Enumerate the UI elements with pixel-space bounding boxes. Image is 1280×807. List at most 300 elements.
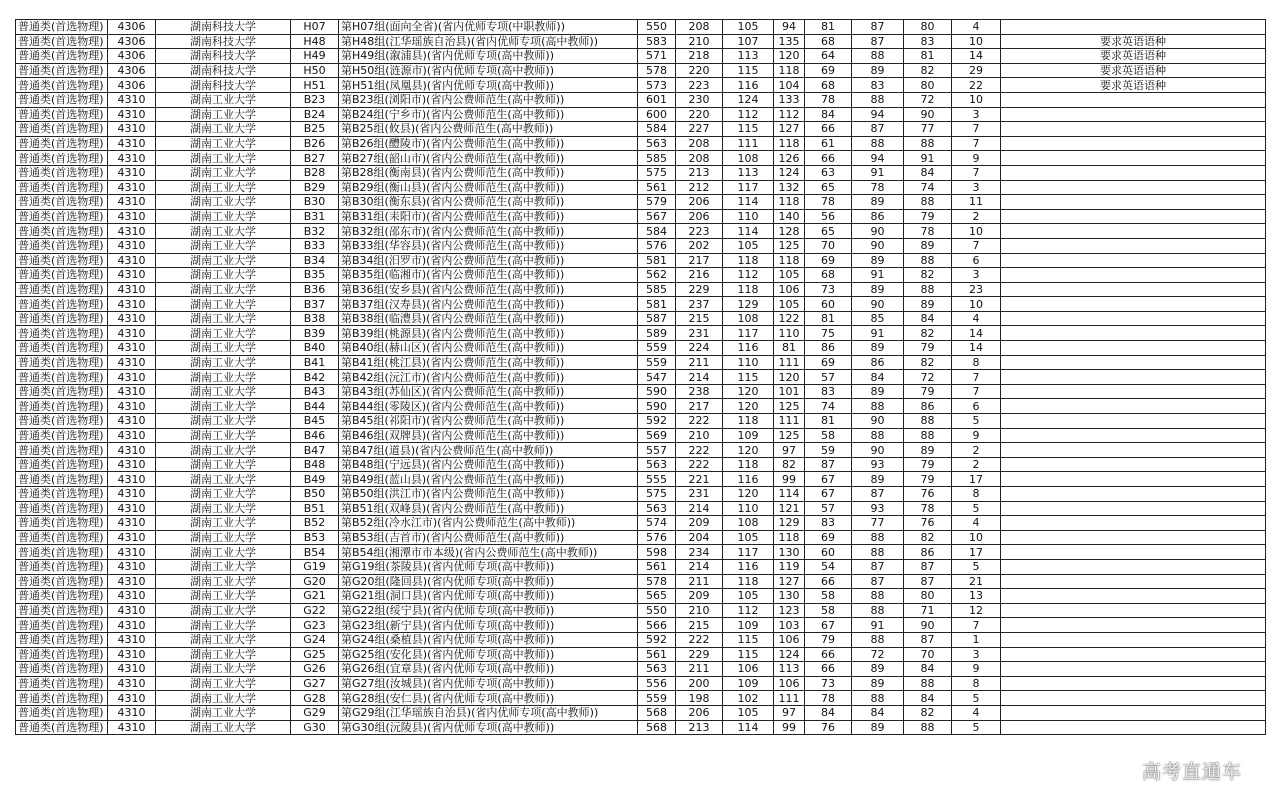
group-code-cell: B35: [291, 268, 339, 283]
group-name-cell: 第H49组(溆浦县)(省内优师专项(高中教师)): [339, 49, 638, 64]
score-4-cell: 124: [774, 165, 805, 180]
plan-count-cell: 5: [952, 691, 1001, 706]
category-cell: 普通类(首选物理): [16, 195, 108, 210]
group-name-cell: 第B26组(醴陵市)(省内公费师范生(高中教师)): [339, 136, 638, 151]
score-5-cell: 69: [805, 530, 852, 545]
category-cell: 普通类(首选物理): [16, 384, 108, 399]
score-2-cell: 216: [676, 268, 723, 283]
score-7-cell: 72: [904, 92, 952, 107]
group-code-cell: G28: [291, 691, 339, 706]
school-code-cell: 4310: [108, 209, 156, 224]
group-code-cell: B33: [291, 238, 339, 253]
group-code-cell: B49: [291, 472, 339, 487]
university-cell: 湖南工业大学: [156, 107, 291, 122]
score-6-cell: 89: [852, 720, 904, 735]
score-2-cell: 221: [676, 472, 723, 487]
group-name-cell: 第G25组(安化县)(省内优师专项(高中教师)): [339, 647, 638, 662]
score-5-cell: 84: [805, 705, 852, 720]
table-row: [16, 136, 1266, 151]
score-6-cell: 88: [852, 632, 904, 647]
score-2-cell: 227: [676, 122, 723, 137]
score-6-cell: 88: [852, 545, 904, 560]
min-score-cell: 571: [638, 49, 676, 64]
score-5-cell: 76: [805, 720, 852, 735]
plan-count-cell: 10: [952, 224, 1001, 239]
school-code-cell: 4310: [108, 457, 156, 472]
plan-count-cell: 10: [952, 92, 1001, 107]
score-2-cell: 237: [676, 297, 723, 312]
school-code-cell: 4306: [108, 63, 156, 78]
score-5-cell: 56: [805, 209, 852, 224]
table-row: [16, 574, 1266, 589]
group-code-cell: B46: [291, 428, 339, 443]
score-2-cell: 211: [676, 355, 723, 370]
score-2-cell: 210: [676, 428, 723, 443]
plan-count-cell: 21: [952, 574, 1001, 589]
university-cell: 湖南工业大学: [156, 92, 291, 107]
score-4-cell: 123: [774, 603, 805, 618]
group-code-cell: G23: [291, 618, 339, 633]
group-name-cell: 第G21组(洞口县)(省内优师专项(高中教师)): [339, 589, 638, 604]
min-score-cell: 579: [638, 195, 676, 210]
school-code-cell: 4310: [108, 443, 156, 458]
score-4-cell: 118: [774, 195, 805, 210]
table-row: [16, 326, 1266, 341]
plan-count-cell: 4: [952, 705, 1001, 720]
score-5-cell: 74: [805, 399, 852, 414]
score-3-cell: 117: [723, 545, 774, 560]
min-score-cell: 590: [638, 399, 676, 414]
university-cell: 湖南工业大学: [156, 268, 291, 283]
group-name-cell: 第B38组(临澧县)(省内公费师范生(高中教师)): [339, 311, 638, 326]
table-row: [16, 414, 1266, 429]
score-7-cell: 76: [904, 487, 952, 502]
category-cell: 普通类(首选物理): [16, 662, 108, 677]
score-5-cell: 78: [805, 195, 852, 210]
table-row: [16, 705, 1266, 720]
score-5-cell: 67: [805, 487, 852, 502]
score-6-cell: 89: [852, 341, 904, 356]
min-score-cell: 600: [638, 107, 676, 122]
group-name-cell: 第B27组(韶山市)(省内公费师范生(高中教师)): [339, 151, 638, 166]
university-cell: 湖南工业大学: [156, 545, 291, 560]
category-cell: 普通类(首选物理): [16, 691, 108, 706]
score-6-cell: 90: [852, 443, 904, 458]
group-name-cell: 第B46组(双牌县)(省内公费师范生(高中教师)): [339, 428, 638, 443]
score-3-cell: 120: [723, 384, 774, 399]
group-code-cell: B53: [291, 530, 339, 545]
score-7-cell: 82: [904, 355, 952, 370]
category-cell: 普通类(首选物理): [16, 136, 108, 151]
score-3-cell: 109: [723, 618, 774, 633]
note-cell: [1001, 180, 1266, 195]
min-score-cell: 563: [638, 662, 676, 677]
group-code-cell: B23: [291, 92, 339, 107]
note-cell: [1001, 92, 1266, 107]
group-code-cell: G24: [291, 632, 339, 647]
university-cell: 湖南工业大学: [156, 676, 291, 691]
school-code-cell: 4306: [108, 20, 156, 35]
group-name-cell: 第B43组(苏仙区)(省内公费师范生(高中教师)): [339, 384, 638, 399]
group-name-cell: 第B42组(沅江市)(省内公费师范生(高中教师)): [339, 370, 638, 385]
school-code-cell: 4310: [108, 414, 156, 429]
note-cell: [1001, 297, 1266, 312]
group-code-cell: B36: [291, 282, 339, 297]
group-name-cell: 第B36组(安乡县)(省内公费师范生(高中教师)): [339, 282, 638, 297]
plan-count-cell: 8: [952, 487, 1001, 502]
score-4-cell: 120: [774, 49, 805, 64]
category-cell: 普通类(首选物理): [16, 63, 108, 78]
group-code-cell: G20: [291, 574, 339, 589]
score-3-cell: 110: [723, 501, 774, 516]
university-cell: 湖南科技大学: [156, 20, 291, 35]
table-row: [16, 632, 1266, 647]
score-5-cell: 79: [805, 632, 852, 647]
note-cell: [1001, 238, 1266, 253]
plan-count-cell: 6: [952, 253, 1001, 268]
score-4-cell: 124: [774, 647, 805, 662]
score-7-cell: 88: [904, 720, 952, 735]
university-cell: 湖南工业大学: [156, 632, 291, 647]
university-cell: 湖南工业大学: [156, 195, 291, 210]
min-score-cell: 573: [638, 78, 676, 93]
score-2-cell: 222: [676, 443, 723, 458]
table-row: [16, 311, 1266, 326]
group-name-cell: 第G29组(江华瑶族自治县)(省内优师专项(高中教师)): [339, 705, 638, 720]
score-4-cell: 118: [774, 253, 805, 268]
group-code-cell: G19: [291, 559, 339, 574]
table-row: [16, 122, 1266, 137]
min-score-cell: 555: [638, 472, 676, 487]
score-2-cell: 208: [676, 136, 723, 151]
score-5-cell: 69: [805, 355, 852, 370]
score-4-cell: 99: [774, 720, 805, 735]
school-code-cell: 4310: [108, 559, 156, 574]
group-code-cell: B47: [291, 443, 339, 458]
score-2-cell: 222: [676, 414, 723, 429]
group-name-cell: 第B30组(衡东县)(省内公费师范生(高中教师)): [339, 195, 638, 210]
university-cell: 湖南工业大学: [156, 443, 291, 458]
university-cell: 湖南科技大学: [156, 63, 291, 78]
group-code-cell: B30: [291, 195, 339, 210]
admission-score-table: [15, 19, 1266, 735]
score-6-cell: 88: [852, 428, 904, 443]
group-code-cell: G30: [291, 720, 339, 735]
group-code-cell: G29: [291, 705, 339, 720]
score-6-cell: 87: [852, 34, 904, 49]
score-7-cell: 89: [904, 443, 952, 458]
score-6-cell: 88: [852, 92, 904, 107]
university-cell: 湖南工业大学: [156, 311, 291, 326]
note-cell: [1001, 195, 1266, 210]
table-row: [16, 253, 1266, 268]
table-row: [16, 443, 1266, 458]
table-row: [16, 559, 1266, 574]
score-7-cell: 84: [904, 165, 952, 180]
group-name-cell: 第B51组(双峰县)(省内公费师范生(高中教师)): [339, 501, 638, 516]
score-5-cell: 58: [805, 589, 852, 604]
min-score-cell: 585: [638, 282, 676, 297]
group-code-cell: G22: [291, 603, 339, 618]
group-name-cell: 第B45组(祁阳市)(省内公费师范生(高中教师)): [339, 414, 638, 429]
score-3-cell: 120: [723, 399, 774, 414]
min-score-cell: 589: [638, 326, 676, 341]
school-code-cell: 4310: [108, 574, 156, 589]
min-score-cell: 550: [638, 20, 676, 35]
score-4-cell: 135: [774, 34, 805, 49]
score-3-cell: 114: [723, 224, 774, 239]
score-7-cell: 88: [904, 253, 952, 268]
score-4-cell: 106: [774, 632, 805, 647]
score-4-cell: 132: [774, 180, 805, 195]
plan-count-cell: 5: [952, 501, 1001, 516]
group-code-cell: B27: [291, 151, 339, 166]
plan-count-cell: 3: [952, 107, 1001, 122]
score-5-cell: 69: [805, 253, 852, 268]
group-name-cell: 第B23组(浏阳市)(省内公费师范生(高中教师)): [339, 92, 638, 107]
min-score-cell: 587: [638, 311, 676, 326]
min-score-cell: 550: [638, 603, 676, 618]
school-code-cell: 4310: [108, 472, 156, 487]
university-cell: 湖南工业大学: [156, 618, 291, 633]
score-7-cell: 71: [904, 603, 952, 618]
score-3-cell: 117: [723, 180, 774, 195]
note-cell: [1001, 574, 1266, 589]
score-4-cell: 126: [774, 151, 805, 166]
score-4-cell: 130: [774, 589, 805, 604]
min-score-cell: 563: [638, 501, 676, 516]
note-cell: [1001, 720, 1266, 735]
score-2-cell: 206: [676, 209, 723, 224]
note-cell: [1001, 384, 1266, 399]
score-2-cell: 223: [676, 78, 723, 93]
min-score-cell: 583: [638, 34, 676, 49]
score-7-cell: 80: [904, 589, 952, 604]
score-3-cell: 110: [723, 209, 774, 224]
score-7-cell: 82: [904, 326, 952, 341]
group-name-cell: 第B54组(湘潭市市本级)(省内公费师范生(高中教师)): [339, 545, 638, 560]
score-7-cell: 70: [904, 647, 952, 662]
score-3-cell: 102: [723, 691, 774, 706]
table-row: [16, 34, 1266, 49]
score-5-cell: 87: [805, 457, 852, 472]
table-row: [16, 49, 1266, 64]
table-row: [16, 603, 1266, 618]
score-4-cell: 111: [774, 355, 805, 370]
note-cell: 要求英语语种: [1001, 49, 1266, 64]
school-code-cell: 4310: [108, 238, 156, 253]
group-name-cell: 第B40组(赫山区)(省内公费师范生(高中教师)): [339, 341, 638, 356]
score-4-cell: 99: [774, 472, 805, 487]
school-code-cell: 4310: [108, 355, 156, 370]
plan-count-cell: 14: [952, 326, 1001, 341]
score-6-cell: 87: [852, 487, 904, 502]
score-4-cell: 112: [774, 107, 805, 122]
university-cell: 湖南工业大学: [156, 720, 291, 735]
category-cell: 普通类(首选物理): [16, 78, 108, 93]
category-cell: 普通类(首选物理): [16, 618, 108, 633]
category-cell: 普通类(首选物理): [16, 399, 108, 414]
score-3-cell: 118: [723, 574, 774, 589]
university-cell: 湖南科技大学: [156, 49, 291, 64]
note-cell: [1001, 428, 1266, 443]
group-name-cell: 第B47组(道县)(省内公费师范生(高中教师)): [339, 443, 638, 458]
note-cell: [1001, 501, 1266, 516]
score-7-cell: 82: [904, 63, 952, 78]
score-2-cell: 202: [676, 238, 723, 253]
score-7-cell: 90: [904, 107, 952, 122]
min-score-cell: 584: [638, 122, 676, 137]
table-row: [16, 720, 1266, 735]
score-5-cell: 59: [805, 443, 852, 458]
score-4-cell: 105: [774, 268, 805, 283]
min-score-cell: 581: [638, 253, 676, 268]
school-code-cell: 4310: [108, 501, 156, 516]
plan-count-cell: 29: [952, 63, 1001, 78]
group-name-cell: 第B32组(邵东市)(省内公费师范生(高中教师)): [339, 224, 638, 239]
category-cell: 普通类(首选物理): [16, 443, 108, 458]
score-7-cell: 89: [904, 238, 952, 253]
table-row: [16, 501, 1266, 516]
score-3-cell: 115: [723, 647, 774, 662]
score-5-cell: 57: [805, 501, 852, 516]
plan-count-cell: 10: [952, 530, 1001, 545]
table-row: [16, 384, 1266, 399]
score-7-cell: 82: [904, 268, 952, 283]
note-cell: [1001, 414, 1266, 429]
school-code-cell: 4310: [108, 107, 156, 122]
group-code-cell: B42: [291, 370, 339, 385]
category-cell: 普通类(首选物理): [16, 122, 108, 137]
min-score-cell: 547: [638, 370, 676, 385]
score-5-cell: 65: [805, 224, 852, 239]
score-5-cell: 60: [805, 545, 852, 560]
note-cell: [1001, 472, 1266, 487]
score-3-cell: 108: [723, 151, 774, 166]
category-cell: 普通类(首选物理): [16, 311, 108, 326]
university-cell: 湖南工业大学: [156, 705, 291, 720]
score-3-cell: 118: [723, 457, 774, 472]
school-code-cell: 4310: [108, 370, 156, 385]
score-3-cell: 117: [723, 326, 774, 341]
score-3-cell: 109: [723, 428, 774, 443]
score-6-cell: 93: [852, 501, 904, 516]
school-code-cell: 4310: [108, 691, 156, 706]
category-cell: 普通类(首选物理): [16, 530, 108, 545]
school-code-cell: 4310: [108, 326, 156, 341]
score-3-cell: 113: [723, 49, 774, 64]
min-score-cell: 557: [638, 443, 676, 458]
note-cell: [1001, 691, 1266, 706]
score-4-cell: 111: [774, 691, 805, 706]
score-6-cell: 89: [852, 472, 904, 487]
category-cell: 普通类(首选物理): [16, 20, 108, 35]
category-cell: 普通类(首选物理): [16, 720, 108, 735]
university-cell: 湖南工业大学: [156, 603, 291, 618]
score-7-cell: 79: [904, 341, 952, 356]
plan-count-cell: 22: [952, 78, 1001, 93]
group-name-cell: 第H48组(江华瑶族自治县)(省内优师专项(高中教师)): [339, 34, 638, 49]
plan-count-cell: 14: [952, 341, 1001, 356]
university-cell: 湖南工业大学: [156, 647, 291, 662]
score-4-cell: 129: [774, 516, 805, 531]
group-name-cell: 第G19组(茶陵县)(省内优师专项(高中教师)): [339, 559, 638, 574]
plan-count-cell: 5: [952, 559, 1001, 574]
table-row: [16, 297, 1266, 312]
score-2-cell: 218: [676, 49, 723, 64]
score-7-cell: 88: [904, 136, 952, 151]
school-code-cell: 4310: [108, 589, 156, 604]
university-cell: 湖南工业大学: [156, 209, 291, 224]
group-code-cell: B43: [291, 384, 339, 399]
score-2-cell: 214: [676, 370, 723, 385]
category-cell: 普通类(首选物理): [16, 107, 108, 122]
category-cell: 普通类(首选物理): [16, 574, 108, 589]
table-row: [16, 530, 1266, 545]
university-cell: 湖南工业大学: [156, 238, 291, 253]
category-cell: 普通类(首选物理): [16, 209, 108, 224]
score-6-cell: 88: [852, 49, 904, 64]
min-score-cell: 567: [638, 209, 676, 224]
note-cell: [1001, 559, 1266, 574]
note-cell: [1001, 136, 1266, 151]
plan-count-cell: 8: [952, 355, 1001, 370]
category-cell: 普通类(首选物理): [16, 457, 108, 472]
category-cell: 普通类(首选物理): [16, 282, 108, 297]
group-code-cell: B25: [291, 122, 339, 137]
min-score-cell: 581: [638, 297, 676, 312]
note-cell: [1001, 618, 1266, 633]
plan-count-cell: 3: [952, 647, 1001, 662]
group-code-cell: B44: [291, 399, 339, 414]
group-code-cell: B51: [291, 501, 339, 516]
group-code-cell: B40: [291, 341, 339, 356]
group-code-cell: B37: [291, 297, 339, 312]
group-code-cell: B54: [291, 545, 339, 560]
min-score-cell: 574: [638, 516, 676, 531]
note-cell: [1001, 224, 1266, 239]
score-6-cell: 89: [852, 384, 904, 399]
note-cell: [1001, 676, 1266, 691]
table-row: [16, 428, 1266, 443]
score-2-cell: 209: [676, 589, 723, 604]
score-4-cell: 125: [774, 428, 805, 443]
plan-count-cell: 9: [952, 428, 1001, 443]
plan-count-cell: 7: [952, 370, 1001, 385]
score-6-cell: 91: [852, 165, 904, 180]
min-score-cell: 601: [638, 92, 676, 107]
group-code-cell: H50: [291, 63, 339, 78]
min-score-cell: 576: [638, 530, 676, 545]
category-cell: 普通类(首选物理): [16, 516, 108, 531]
table-row: [16, 691, 1266, 706]
score-4-cell: 128: [774, 224, 805, 239]
university-cell: 湖南科技大学: [156, 78, 291, 93]
category-cell: 普通类(首选物理): [16, 224, 108, 239]
score-6-cell: 87: [852, 559, 904, 574]
score-2-cell: 231: [676, 326, 723, 341]
table-row: [16, 195, 1266, 210]
university-cell: 湖南工业大学: [156, 559, 291, 574]
plan-count-cell: 7: [952, 384, 1001, 399]
min-score-cell: 568: [638, 720, 676, 735]
score-3-cell: 107: [723, 34, 774, 49]
score-6-cell: 88: [852, 530, 904, 545]
table-row: [16, 180, 1266, 195]
min-score-cell: 559: [638, 341, 676, 356]
plan-count-cell: 2: [952, 443, 1001, 458]
group-name-cell: 第G28组(安仁县)(省内优师专项(高中教师)): [339, 691, 638, 706]
